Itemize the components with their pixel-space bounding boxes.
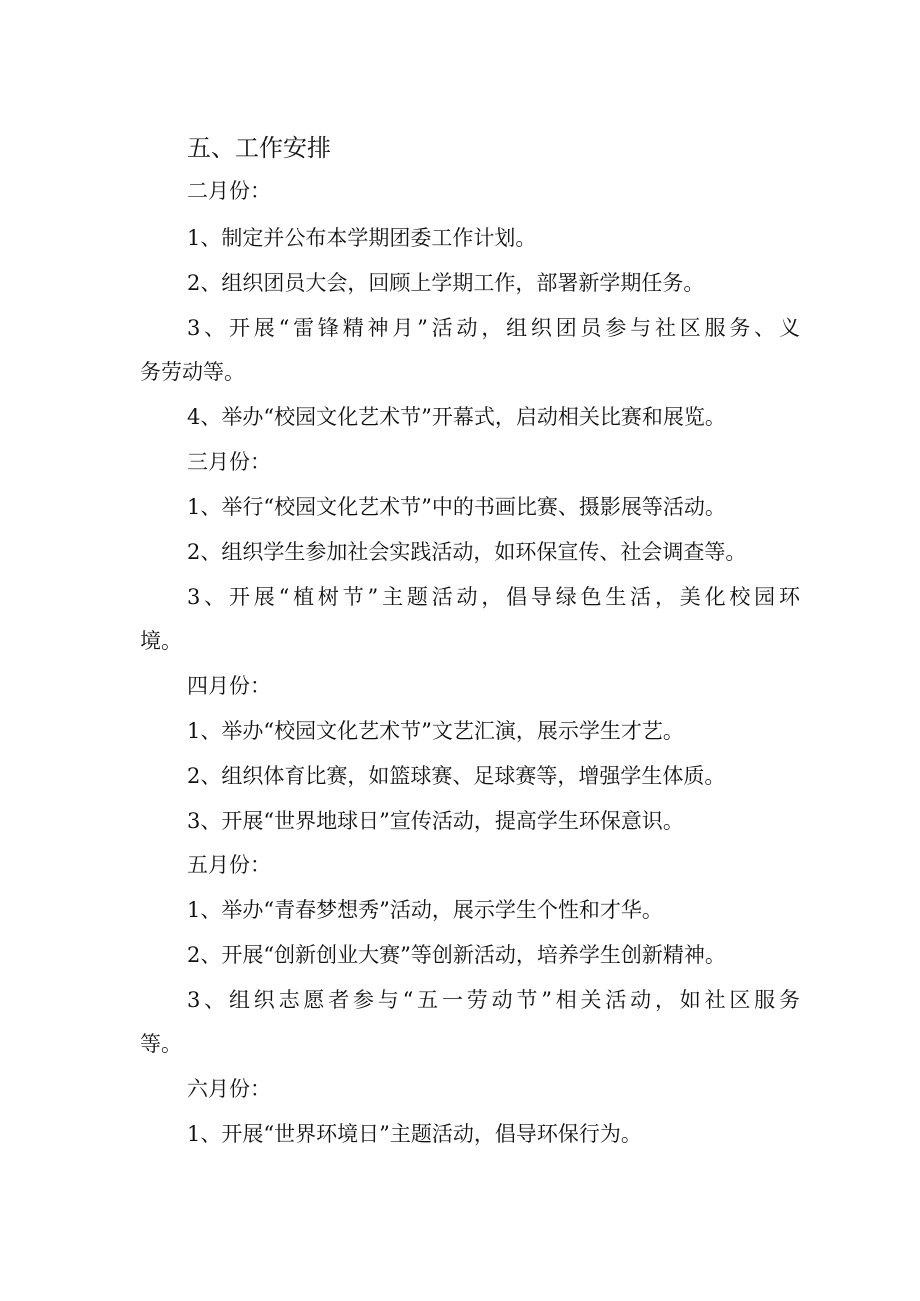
list-item: 2、组织团员大会，回顾上学期工作，部署新学期任务。 <box>187 271 705 295</box>
month-label-feb: 二月份： <box>187 179 271 203</box>
list-item: 3、开展“世界地球日”宣传活动，提高学生环保意识。 <box>187 809 684 833</box>
list-item-continuation: 务劳动等。 <box>140 360 245 384</box>
section-title: 五、工作安排 <box>187 134 331 162</box>
list-item: 1、制定并公布本学期团委工作计划。 <box>187 226 537 250</box>
month-label-may: 五月份： <box>187 853 271 877</box>
list-item: 3、组织志愿者参与“五一劳动节”相关活动，如社区服务 <box>187 988 800 1012</box>
month-label-apr: 四月份： <box>187 674 271 698</box>
list-item-continuation: 等。 <box>140 1032 182 1056</box>
month-label-jun: 六月份： <box>187 1077 271 1101</box>
list-item: 4、举办“校园文化艺术节”开幕式，启动相关比赛和展览。 <box>187 405 726 429</box>
list-item: 3、开展“植树节”主题活动，倡导绿色生活，美化校园环 <box>187 585 800 609</box>
list-item: 3、开展“雷锋精神月”活动，组织团员参与社区服务、义 <box>187 316 800 340</box>
list-item: 1、举办“青春梦想秀”活动，展示学生个性和才华。 <box>187 898 663 922</box>
list-item: 1、举办“校园文化艺术节”文艺汇演，展示学生才艺。 <box>187 719 684 743</box>
list-item-continuation: 境。 <box>140 629 182 653</box>
list-item: 2、开展“创新创业大赛”等创新活动，培养学生创新精神。 <box>187 943 726 967</box>
list-item: 2、组织学生参加社会实践活动，如环保宣传、社会调查等。 <box>187 540 747 564</box>
list-item: 1、举行“校园文化艺术节”中的书画比赛、摄影展等活动。 <box>187 495 726 519</box>
month-label-mar: 三月份： <box>187 450 271 474</box>
list-item: 1、开展“世界环境日”主题活动，倡导环保行为。 <box>187 1122 642 1146</box>
list-item: 2、组织体育比赛，如篮球赛、足球赛等，增强学生体质。 <box>187 764 726 788</box>
